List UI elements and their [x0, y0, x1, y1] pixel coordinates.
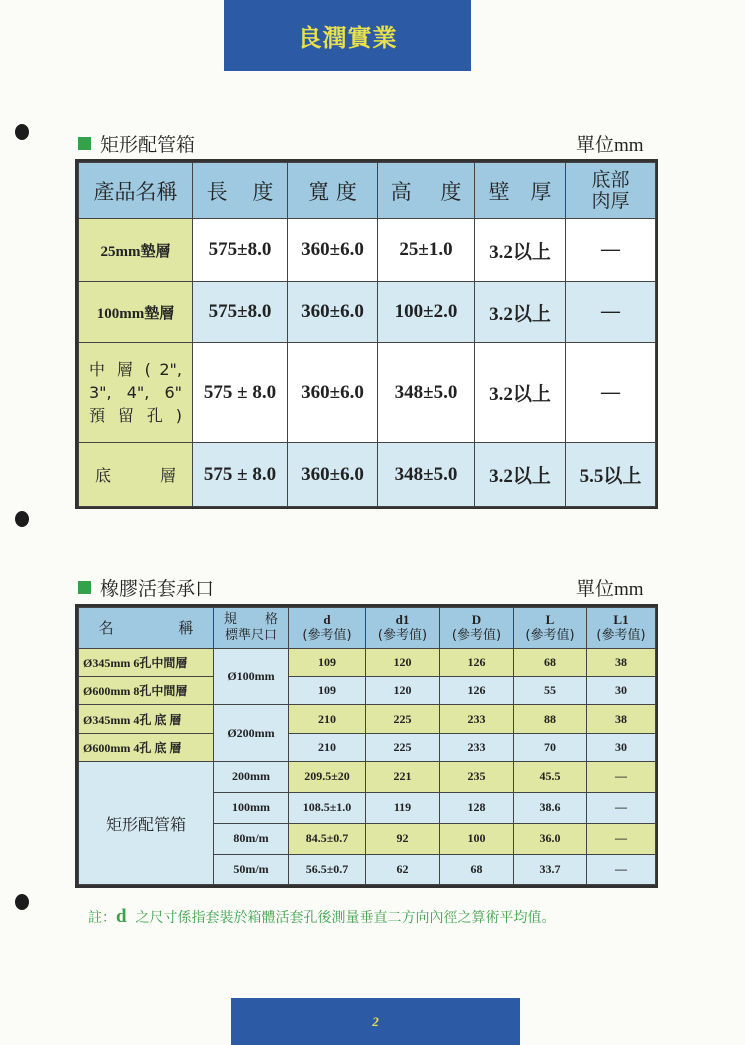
cell-d: 209.5±20: [289, 762, 366, 792]
cell-D: 100: [440, 824, 514, 854]
table-row: [79, 733, 656, 761]
section1-unit: 單位mm: [576, 135, 644, 156]
cell-bottom: —: [566, 219, 656, 282]
row-name: Ø345mm 4孔 底 層: [79, 705, 214, 733]
table-row: [79, 762, 656, 792]
row-spec: Ø100mm: [214, 648, 289, 705]
cell-length: 575 ± 8.0: [193, 443, 288, 507]
table-row: [79, 343, 656, 443]
cell-L: 55: [514, 676, 587, 704]
cell-d: 109: [289, 676, 366, 704]
table-row: [79, 648, 656, 676]
cell-d1: 221: [366, 762, 440, 792]
cell-d1: 119: [366, 792, 440, 823]
section1-title: 矩形配管箱: [78, 130, 195, 157]
cell-d: 84.5±0.7: [289, 824, 366, 854]
row-name: Ø345mm 6孔中間層: [79, 648, 214, 676]
col-header: 寬 度: [288, 163, 378, 219]
table-row: [79, 705, 656, 733]
table-header-row: [79, 163, 656, 219]
table-row: [79, 443, 656, 507]
cell-D: 235: [440, 762, 514, 792]
binder-hole: [15, 124, 29, 140]
company-name: 良潤實業: [297, 24, 398, 52]
col-header: 壁 厚: [475, 163, 566, 219]
cell-width: 360±6.0: [288, 343, 378, 443]
cell-L1: 30: [587, 676, 656, 704]
row-name: 矩形配管箱: [79, 762, 214, 885]
cell-length: 575±8.0: [193, 282, 288, 343]
row-spec: 50m/m: [214, 854, 289, 884]
cell-d: 210: [289, 705, 366, 733]
col-header: 底部肉厚: [566, 163, 656, 219]
col-header-spec: 規 格 標準尺口: [214, 608, 289, 649]
cell-L1: 38: [587, 648, 656, 676]
section2-unit: 單位mm: [576, 579, 644, 600]
cell-height: 348±5.0: [378, 343, 475, 443]
table-row: [79, 282, 656, 343]
col-header-L1: L1 (參考值): [587, 608, 656, 649]
row-spec: Ø200mm: [214, 705, 289, 762]
cell-bottom: 5.5以上: [566, 443, 656, 507]
table-row: [79, 219, 656, 282]
cell-L: 33.7: [514, 854, 587, 884]
cell-L: 70: [514, 733, 587, 761]
page-number: 2: [372, 1013, 379, 1029]
cell-d1: 120: [366, 676, 440, 704]
rubber-socket-table: [75, 604, 658, 888]
row-name: Ø600mm 4孔 底 層: [79, 733, 214, 761]
cell-height: 100±2.0: [378, 282, 475, 343]
cell-D: 68: [440, 854, 514, 884]
row-spec: 100mm: [214, 792, 289, 823]
table-row: [79, 676, 656, 704]
cell-width: 360±6.0: [288, 219, 378, 282]
header-banner: [224, 0, 471, 71]
cell-D: 233: [440, 705, 514, 733]
cell-L: 45.5: [514, 762, 587, 792]
cell-L1: 38: [587, 705, 656, 733]
cell-wall: 3.2以上: [475, 219, 566, 282]
cell-L: 68: [514, 648, 587, 676]
cell-bottom: —: [566, 343, 656, 443]
cell-L1: —: [587, 762, 656, 792]
cell-d1: 92: [366, 824, 440, 854]
cell-d1: 62: [366, 854, 440, 884]
cell-D: 233: [440, 733, 514, 761]
cell-L1: 30: [587, 733, 656, 761]
binder-hole: [15, 511, 29, 527]
row-name: 100mm墊層: [79, 282, 193, 343]
row-name: Ø600mm 8孔中間層: [79, 676, 214, 704]
cell-wall: 3.2以上: [475, 282, 566, 343]
row-name: 中 層 ( 2", 3", 4", 6" 預 留 孔 ): [79, 343, 193, 443]
cell-height: 25±1.0: [378, 219, 475, 282]
table-header-row: [79, 608, 656, 649]
cell-L1: —: [587, 792, 656, 823]
row-spec: 200mm: [214, 762, 289, 792]
box-spec-table: [75, 159, 658, 509]
col-header-name: 名 稱: [79, 608, 214, 649]
cell-d: 210: [289, 733, 366, 761]
cell-d: 56.5±0.7: [289, 854, 366, 884]
cell-wall: 3.2以上: [475, 443, 566, 507]
cell-d1: 225: [366, 705, 440, 733]
col-header-d: d (參考值): [289, 608, 366, 649]
row-name: 25mm墊層: [79, 219, 193, 282]
col-header: 產品名稱: [79, 163, 193, 219]
cell-L1: —: [587, 824, 656, 854]
cell-wall: 3.2以上: [475, 343, 566, 443]
cell-d1: 225: [366, 733, 440, 761]
col-header: 高 度: [378, 163, 475, 219]
cell-width: 360±6.0: [288, 443, 378, 507]
footer-banner: [231, 998, 520, 1045]
green-square-icon: [78, 581, 91, 594]
cell-d: 109: [289, 648, 366, 676]
row-spec: 80m/m: [214, 824, 289, 854]
cell-L: 38.6: [514, 792, 587, 823]
cell-length: 575±8.0: [193, 219, 288, 282]
cell-L1: —: [587, 854, 656, 884]
cell-length: 575 ± 8.0: [193, 343, 288, 443]
cell-D: 128: [440, 792, 514, 823]
cell-d: 108.5±1.0: [289, 792, 366, 823]
row-name: 底 層: [79, 443, 193, 507]
cell-d1: 120: [366, 648, 440, 676]
col-header-D: D (參考值): [440, 608, 514, 649]
cell-D: 126: [440, 676, 514, 704]
cell-bottom: —: [566, 282, 656, 343]
col-header: 長 度: [193, 163, 288, 219]
cell-L: 88: [514, 705, 587, 733]
cell-L: 36.0: [514, 824, 587, 854]
green-square-icon: [78, 137, 91, 150]
cell-D: 126: [440, 648, 514, 676]
cell-height: 348±5.0: [378, 443, 475, 507]
binder-hole: [15, 894, 29, 910]
section2-title: 橡膠活套承口: [78, 574, 214, 601]
cell-width: 360±6.0: [288, 282, 378, 343]
footnote: 註：d 之尺寸係指套裝於箱體活套孔後測量垂直二方向內徑之算術平均值。: [88, 906, 556, 927]
col-header-L: L (參考值): [514, 608, 587, 649]
col-header-d1: d1 (參考值): [366, 608, 440, 649]
